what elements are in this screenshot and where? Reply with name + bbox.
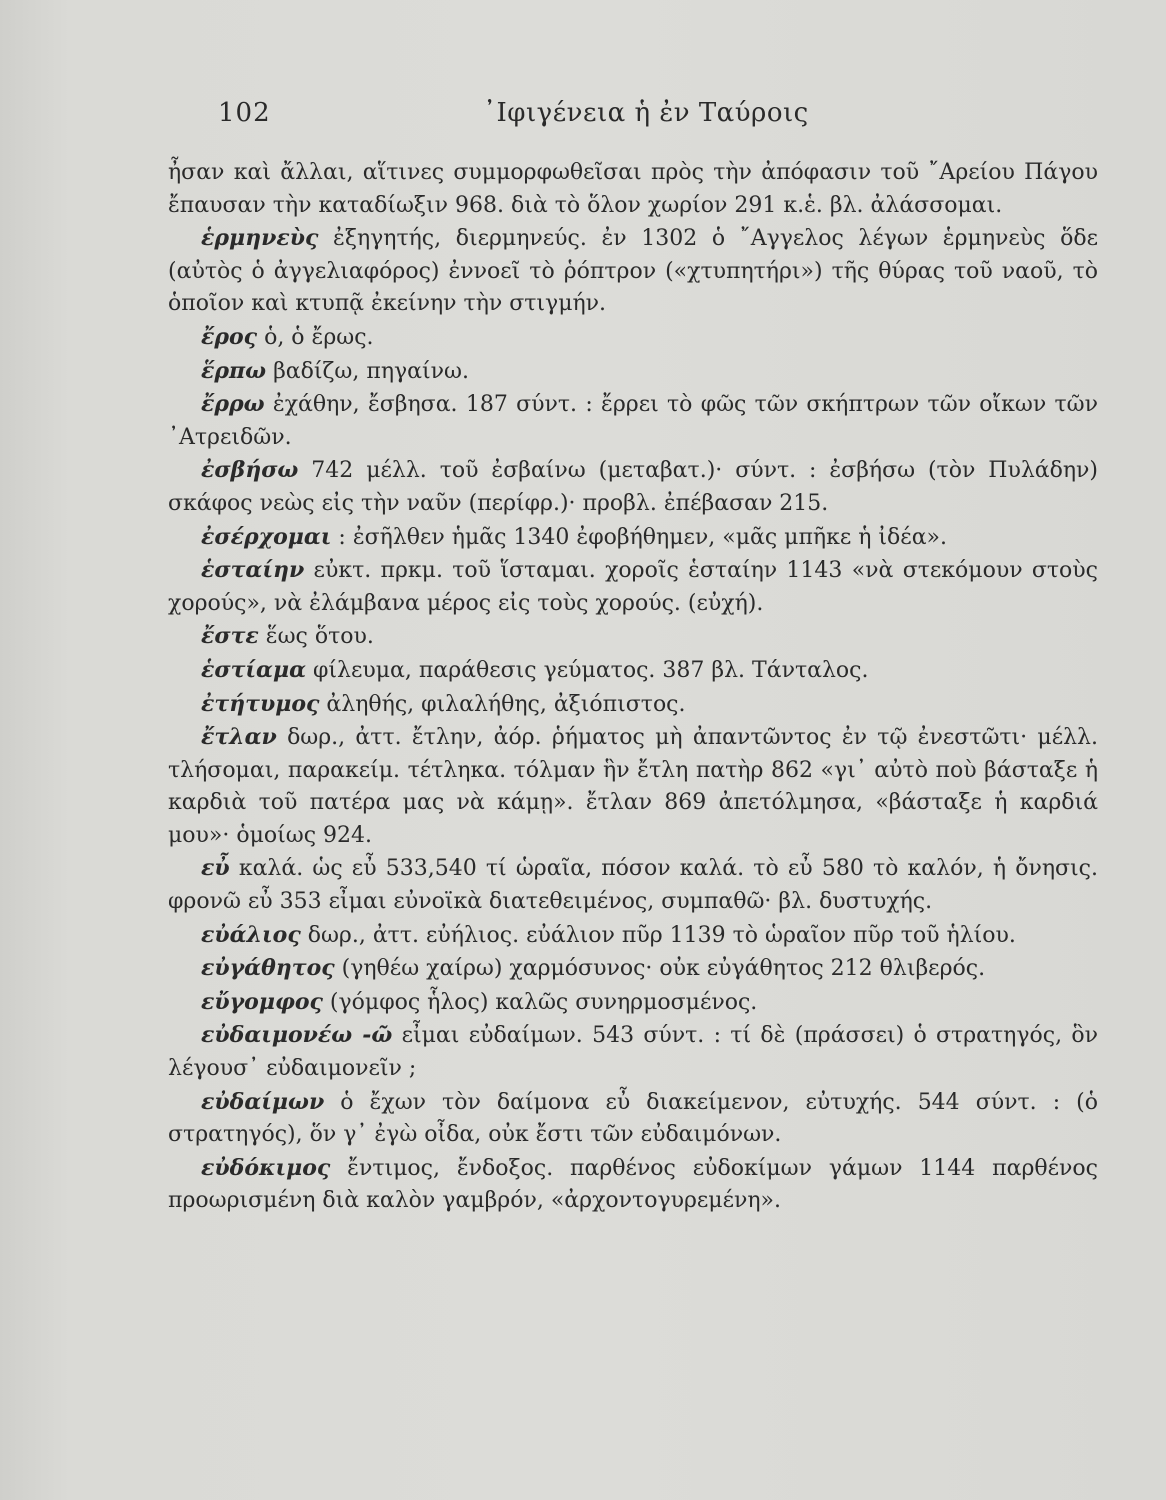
entry-lemma: εὐδαιμονέω -ῶ [201, 1022, 393, 1049]
entry-lemma: εὐάλιος [201, 921, 301, 948]
entry-text: εὐκτ. πρκμ. τοῦ ἵσταμαι. χοροῖς ἑσταίην 1143 «νὰ στεκόμουν στοὺς χορούς», νὰ ἐλάμβανα μέρος εἰς τοὺς χορούς. (εὐχή). [168, 558, 1098, 616]
glossary-entry [168, 1152, 1098, 1218]
page-header [218, 98, 1098, 138]
page-number: 102 [218, 98, 271, 128]
glossary-entry [168, 620, 1098, 654]
entry-text: (γηθέω χαίρω) χαρμόσυνος· οὐκ εὐγάθητος 212 θλιβερός. [341, 956, 986, 982]
entry-text: βαδίζω, πηγαίνω. [273, 358, 469, 384]
entry-lemma: εὐδαίμων [201, 1088, 325, 1115]
entry-text: ἔντιμος, ἔνδοξος. παρθένος εὐδοκίμων γάμων 1144 παρθένος προωρισμένη διὰ καλὸν γαμβρόν, «ἀρχοντογυρεμένη». [168, 1155, 1098, 1214]
entry-lemma: ἐσέρχομαι [201, 523, 332, 550]
glossary-entry [168, 388, 1098, 454]
entry-text: 742 μέλλ. τοῦ ἐσβαίνω (μεταβατ.)· σύντ. : ἐσβήσω (τὸν Πυλάδην) σκάφος νεὼς εἰς τὴν ναῦν (περίφρ.)· προβλ. ἐπέβασαν 215. [168, 458, 1098, 516]
glossary-entry [168, 554, 1098, 620]
entry-text: ἀληθής, φιλαλήθης, ἀξιόπιστος. [326, 691, 686, 717]
entry-lemma: εὔγομφος [201, 988, 323, 1015]
glossary-entry [168, 721, 1098, 852]
entry-lemma: ἑσταίην [201, 557, 305, 584]
entry-lemma: ἔστε [201, 623, 259, 650]
entry-lemma: ἕρπω [201, 357, 267, 384]
entry-text: ἦσαν καὶ ἄλλαι, αἵτινες συμμορφωθεῖσαι πρὸς τὴν ἀπόφασιν τοῦ ῎Αρείου Πάγου ἔπαυσαν τὴν καταδίωξιν 968. διὰ τὸ ὅλον χωρίον 291 κ.ἑ. βλ. ἀλάσσομαι. [168, 160, 1098, 218]
entry-lemma: ἔρρω [201, 391, 265, 418]
glossary-entry [168, 852, 1098, 918]
glossary-entry [168, 454, 1098, 520]
glossary-entry [168, 1086, 1098, 1152]
entry-text: (γόμφος ἧλος) καλῶς συνηρμοσμένος. [329, 989, 758, 1015]
glossary-entry-continuation [168, 157, 1098, 222]
running-title: ᾿Ιφιγένεια ἡ ἐν Ταύροις [483, 98, 809, 128]
entry-text: ἐχάθην, ἔσβησα. 187 σύντ. : ἔρρει τὸ φῶς τῶν σκήπτρων τῶν οἴκων τῶν ᾿Ατρειδῶν. [168, 392, 1098, 450]
entry-text: φίλευμα, παράθεσις γεύματος. 387 βλ. Τάνταλος. [313, 657, 869, 683]
entry-lemma: ἐσβήσω [201, 457, 299, 484]
glossary-entry [168, 1019, 1098, 1085]
entry-text: ἕως ὅτου. [265, 624, 374, 650]
glossary-entry [168, 952, 1098, 986]
entry-lemma: εὖ [201, 855, 230, 882]
entry-lemma: ἔτλαν [201, 724, 277, 751]
entry-text: εἶμαι εὐδαίμων. 543 σύντ. : τί δὲ (πράσσει) ὁ στρατηγός, ὃν λέγουσ᾿ εὐδαιμονεῖν ; [168, 1023, 1098, 1082]
entry-lemma: ἔρος [201, 323, 258, 350]
entry-lemma: εὐγάθητος [201, 955, 335, 982]
entry-text: ὁ ἔχων τὸν δαίμονα εὖ διακείμενον, εὐτυχής. 544 σύντ. : (ὁ στρατηγός), ὅν γ᾿ ἐγὼ οἶδα, οὐκ ἔστι τῶν εὐδαιμόνων. [168, 1089, 1098, 1148]
entry-text: καλά. ὡς εὖ 533,540 τί ὡραῖα, πόσον καλά. τὸ εὖ 580 τὸ καλόν, ἡ ὄνησις. φρονῶ εὖ 353 εἶμαι εὐνοϊκὰ διατεθειμένος, συμπαθῶ· βλ. δυστυχής. [168, 856, 1098, 915]
glossary-entry [168, 222, 1098, 321]
glossary-entry [168, 688, 1098, 722]
glossary-entry [168, 919, 1098, 953]
entry-text: : ἐσῆλθεν ἡμᾶς 1340 ἐφοβήθημεν, «μᾶς μπῆκε ἡ ἰδέα». [338, 524, 948, 550]
entry-text: ὁ, ὁ ἔρως. [264, 324, 374, 350]
glossary-entry [168, 321, 1098, 355]
entry-text: δωρ., ἀττ. ἔτλην, ἀόρ. ῥήματος μὴ ἀπαντῶντος ἐν τῷ ἐνεστῶτι· μέλλ. τλήσομαι, παρακείμ. τέτληκα. τόλμαν ἣν ἔτλη πατὴρ 862 «γι᾿ αὐτὸ ποὺ βάσταξε ἡ καρδιὰ τοῦ πατέρα μας νὰ κάμῃ». ἔτλαν 869 ἀπετόλμησα, «βάσταξε ἡ καρδιά μου»· ὁμοίως 924. [168, 725, 1098, 848]
entry-lemma: ἑστίαμα [201, 656, 307, 683]
entry-lemma: εὐδόκιμος [201, 1154, 331, 1181]
glossary-body [168, 157, 1098, 1218]
glossary-entry [168, 521, 1098, 555]
entry-lemma: ἐτήτυμος [201, 690, 320, 717]
glossary-entry [168, 986, 1098, 1020]
entry-text: δωρ., ἀττ. εὐήλιος. εὐάλιον πῦρ 1139 τὸ ὡραῖον πῦρ τοῦ ἡλίου. [307, 922, 1016, 948]
glossary-entry [168, 654, 1098, 688]
glossary-entry [168, 355, 1098, 389]
entry-lemma: ἑρμηνεὺς [201, 225, 319, 252]
entry-text: ἐξηγητής, διερμηνεύς. ἐν 1302 ὁ ῎Αγγελος λέγων ἑρμηνεὺς ὅδε (αὐτὸς ὁ ἀγγελιαφόρος) ἐννοεῖ τὸ ῥόπτρον («χτυπητήρι») τῆς θύρας τοῦ ναοῦ, τὸ ὁποῖον καὶ κτυπᾷ ἐκείνην τὴν στιγμήν. [168, 226, 1098, 317]
